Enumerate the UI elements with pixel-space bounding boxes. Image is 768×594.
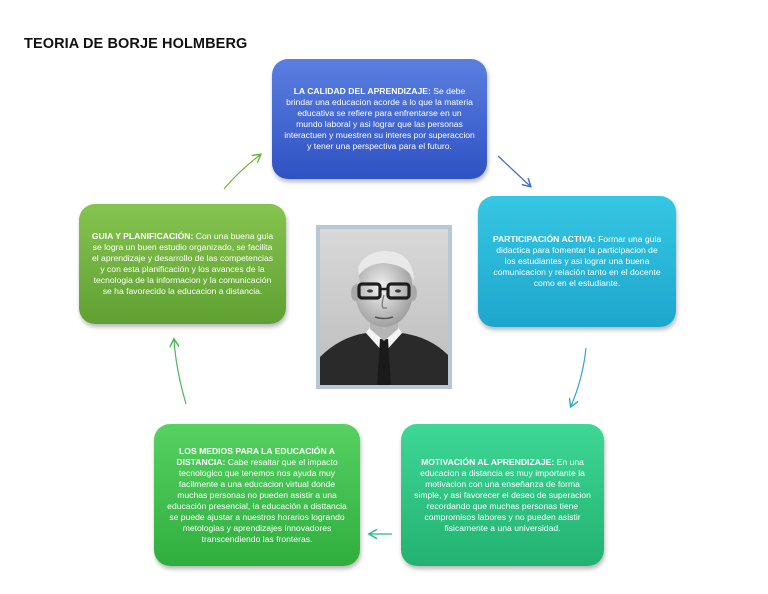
node-medios-educacion-distancia (154, 424, 360, 566)
arrow-medios-to-guia (174, 340, 186, 404)
node-body: Formar una guia didactica para fomentar la participacion de los estudiantes y asi lograr una buena comunicacion y relación tanto en el docente como en el estudiante. (493, 234, 662, 288)
node-calidad-del-aprendizaje (272, 59, 487, 179)
node-motivacion-al-aprendizaje (401, 424, 604, 566)
node-heading: LA CALIDAD DEL APRENDIZAJE: (293, 86, 431, 96)
node-body: Con una buena guia se logra un buen estudio organizado, se facilita el aprendizaje y desarrollo de las competencias y con esta planificación y los avances de la tecnologia de la informacion y la comunicación se ha favorecido la educacion a distancia. (91, 231, 274, 296)
arrow-participacion-to-motivacion (571, 348, 586, 406)
node-heading: MOTIVACIÓN AL APRENDIZAJE: (421, 456, 555, 467)
page-title: TEORIA DE BORJE HOLMBERG (24, 36, 248, 52)
node-body: En una educacion a distancia es muy importante la motivacion con una enseñanza de forma simple, y asi favorecer el deseo de superacion recordando que muchas personas tiene compromisos labores y no pueden asistir fisicamente a una universidad. (414, 456, 591, 533)
node-text (284, 86, 475, 152)
node-guia-y-planificacion (79, 204, 286, 324)
node-body: Se debe brindar una educacion acorde a lo que la materia educativa se refiere para enfrentarse en un mundo laboral y asi lograr que las personas interactuen y muestren su interes por superaccion y tener una perspectiva para el futuro. (284, 86, 475, 151)
node-heading: PARTICIPACIÓN ACTIVA: (492, 234, 596, 244)
node-text (413, 457, 592, 534)
portrait-frame (316, 225, 452, 389)
node-text (91, 231, 274, 297)
node-text (490, 234, 664, 289)
node-text (166, 446, 348, 545)
portrait-photo (320, 229, 448, 385)
node-heading: GUIA Y PLANIFICACIÓN: (91, 231, 194, 241)
node-heading: LOS MEDIOS PARA LA EDUCACIÓN A DISTANCIA: (176, 445, 335, 467)
arrow-guia-to-calidad (224, 155, 260, 189)
node-body: Cabe resaltar que el impacto tecnologico que tenemos nos ayuda muy facilmente a una educacion virtual donde muchas personas no pueden asistir a una educación presencial, la educación a disttancia se puede ajustar a nuestros horarios logrando metologias y aprendizajes innovadores transcendiendo las fronteras. (167, 456, 347, 544)
arrow-calidad-to-participacion (498, 156, 530, 186)
node-participacion-activa (478, 196, 676, 327)
